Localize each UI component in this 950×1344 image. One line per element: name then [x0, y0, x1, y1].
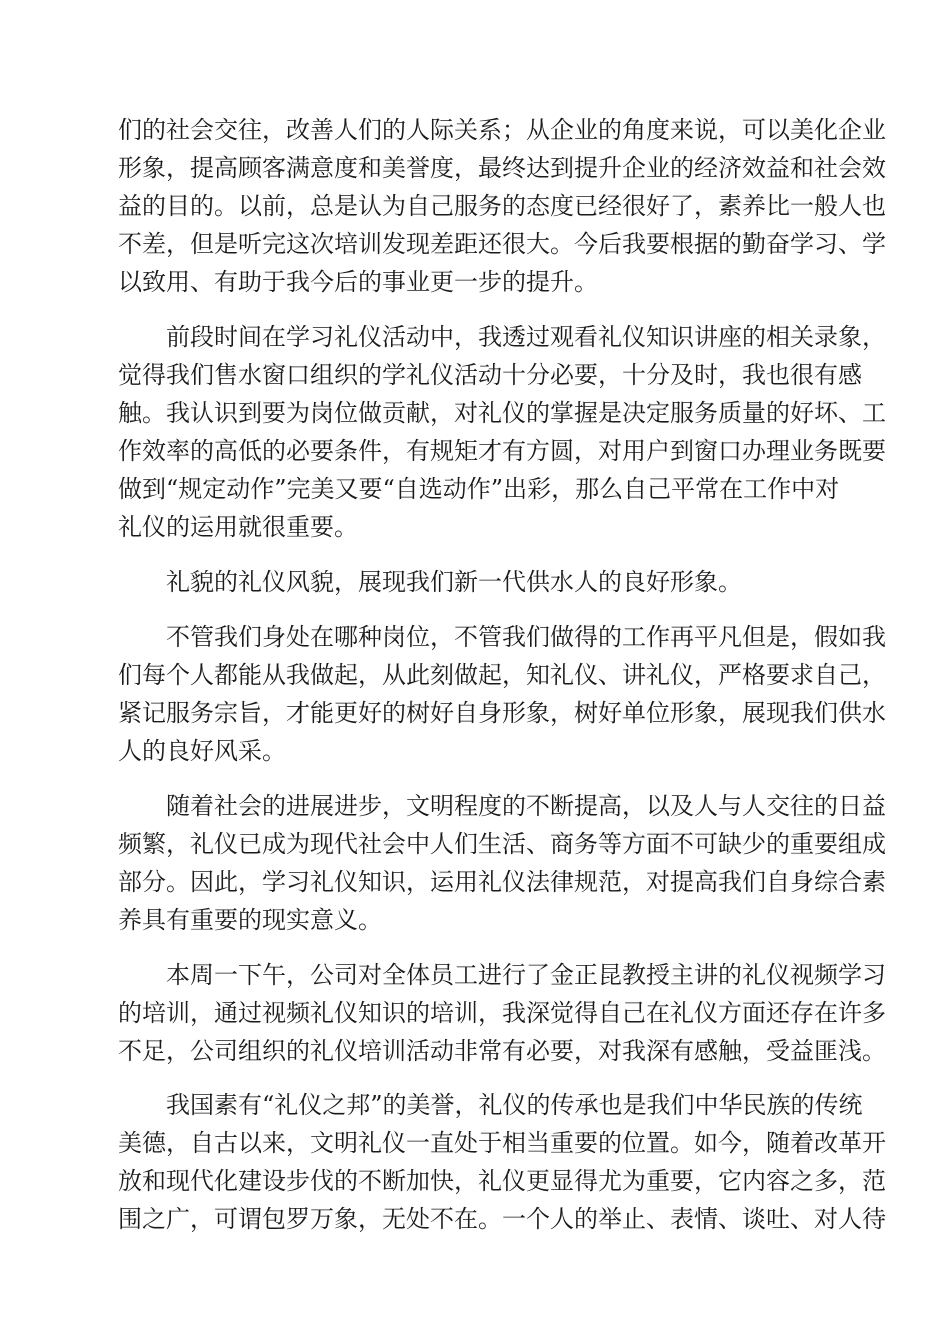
text-line: 作效率的高低的必要条件，有规矩才有方圆，对用户到窗口办理业务既要	[118, 437, 886, 465]
text-line: 我国素有“礼仪之邦”的美誉，礼仪的传承也是我们中华民族的传统	[166, 1091, 863, 1119]
text-line: 放和现代化建设步伐的不断加快，礼仪更显得尤为重要，它内容之多，范	[118, 1167, 886, 1195]
paragraph-6	[118, 956, 886, 1070]
paragraph-7	[118, 1086, 886, 1238]
text-line: 频繁，礼仪已成为现代社会中人们生活、商务等方面不可缺少的重要组成	[118, 830, 886, 858]
text-line: 前段时间在学习礼仪活动中，我透过观看礼仪知识讲座的相关录象，	[166, 323, 886, 351]
text-line: 的培训，通过视频礼仪知识的培训，我深觉得自己在礼仪方面还存在许多	[118, 999, 886, 1027]
text-line: 形象，提高顾客满意度和美誉度，最终达到提升企业的经济效益和社会效	[118, 154, 886, 182]
text-line: 紧记服务宗旨，才能更好的树好自身形象，树好单位形象，展现我们供水	[118, 699, 886, 727]
text-line: 本周一下午，公司对全体员工进行了金正昆教授主讲的礼仪视频学习	[166, 961, 886, 989]
text-line: 益的目的。以前，总是认为自己服务的态度已经很好了，素养比一般人也	[118, 192, 886, 220]
text-line: 以致用、有助于我今后的事业更一步的提升。	[118, 268, 598, 296]
text-line: 部分。因此，学习礼仪知识，运用礼仪法律规范，对提高我们自身综合素	[118, 868, 886, 896]
paragraph-2	[118, 318, 886, 546]
text-line: 不差，但是听完这次培训发现差距还很大。今后我要根据的勤奋学习、学	[118, 230, 886, 258]
text-line: 人的良好风采。	[118, 737, 286, 765]
text-line: 们每个人都能从我做起，从此刻做起，知礼仪、讲礼仪，严格要求自己，	[118, 661, 886, 689]
text-line: 养具有重要的现实意义。	[118, 906, 382, 934]
text-line: 不足，公司组织的礼仪培训活动非常有必要，对我深有感触，受益匪浅。	[118, 1037, 886, 1065]
paragraph-3	[118, 563, 742, 601]
paragraph-5	[118, 787, 886, 939]
text-line: 美德，自古以来，文明礼仪一直处于相当重要的位置。如今，随着改革开	[118, 1129, 886, 1157]
text-line: 礼仪的运用就很重要。	[118, 513, 358, 541]
paragraph-4	[118, 618, 886, 770]
text-line: 触。我认识到要为岗位做贡献，对礼仪的掌握是决定服务质量的好坏、工	[118, 399, 886, 427]
paragraph-1	[118, 111, 886, 301]
text-line: 随着社会的进展进步，文明程度的不断提高，以及人与人交往的日益	[166, 792, 886, 820]
text-line: 礼貌的礼仪风貌，展现我们新一代供水人的良好形象。	[166, 568, 742, 596]
text-line: 们的社会交往，改善人们的人际关系；从企业的角度来说，可以美化企业	[118, 116, 886, 144]
text-line: 围之广，可谓包罗万象，无处不在。一个人的举止、表情、谈吐、对人待	[118, 1205, 886, 1233]
text-line: 做到“规定动作”完美又要“自选动作”出彩，那么自己平常在工作中对	[118, 475, 840, 503]
text-line: 不管我们身处在哪种岗位，不管我们做得的工作再平凡但是，假如我	[166, 623, 886, 651]
text-line: 觉得我们售水窗口组织的学礼仪活动十分必要，十分及时，我也很有感	[118, 361, 862, 389]
